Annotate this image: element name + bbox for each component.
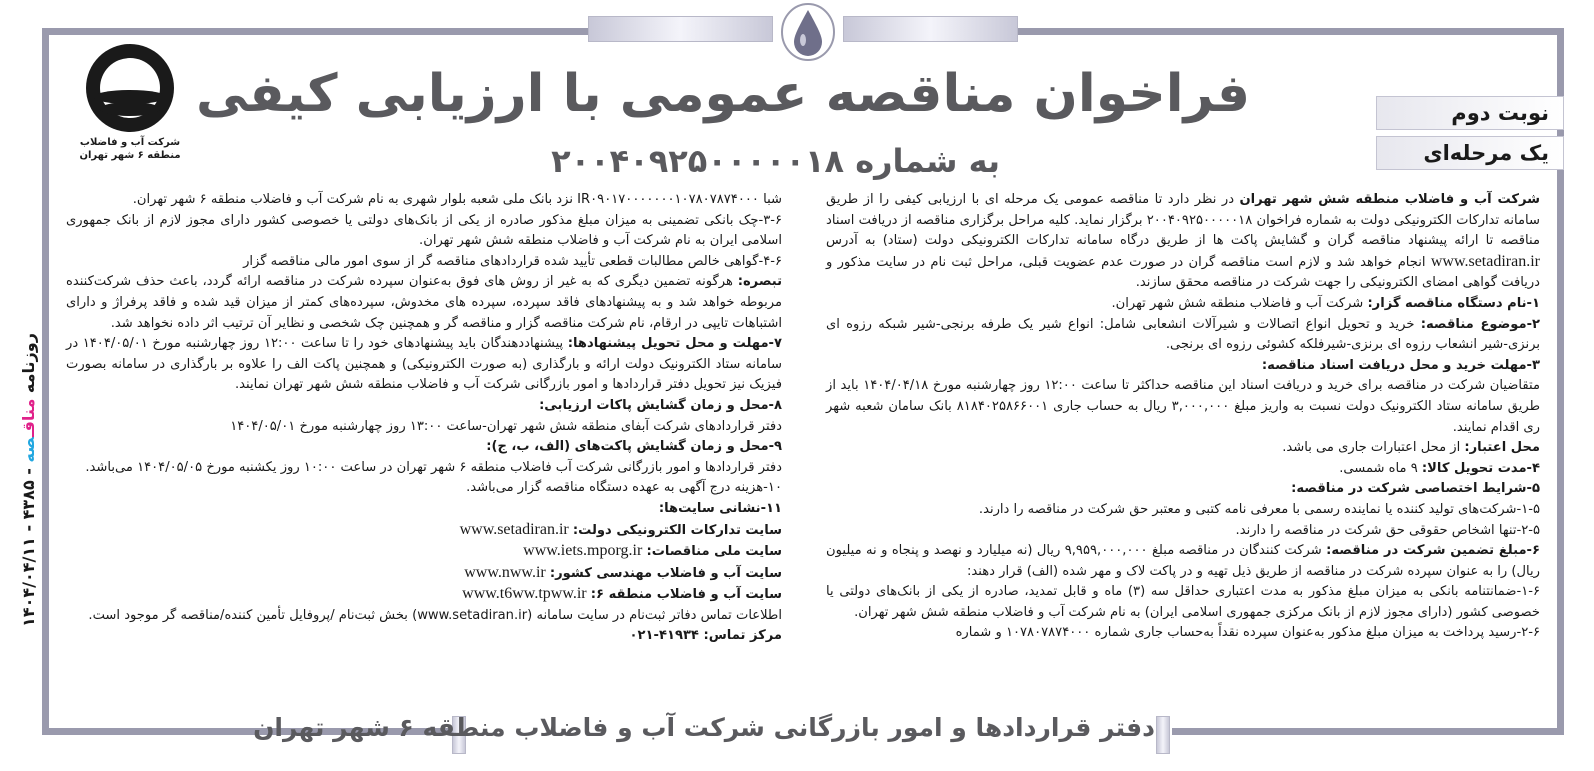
top-decorative-bar-left [588,16,773,42]
round-badge: نوبت دوم [1376,96,1564,130]
section-4-text: ۹ ماه شمسی. [1339,460,1422,476]
site-row-1 [66,520,782,542]
company-name: شرکت آب و فاضلاب منطقه شش شهر تهران [1239,192,1540,207]
intro-text-2: انجام خواهد شد و لازم است مناقصه گران در صورت عدم عضویت قبلی، مراحل ثبت نام در سایت مذکور و دریافت گواهی امضای الکترونیکی را جهت شرکت در مناقصه محقق سازند. [826,254,1540,291]
section-6-4: ۴-۶-گواهی خالص مطالبات قطعی تأیید شده قراردادهای مناقصه گر از سوی امور مالی مناقصه گزار [243,253,782,269]
newspaper-credit [14,320,44,640]
setadiran-link[interactable]: www.setadiran.ir [1430,252,1540,270]
site-4-link[interactable]: www.t6ww.tpww.ir [462,585,587,603]
credit-text: از محل اعتبارات جاری می باشد. [1282,440,1465,456]
site-3-link[interactable]: www.nww.ir [464,563,546,581]
site-row-4 [66,584,782,606]
section-7-text: پیشنهاددهندگان باید پیشنهادهای خود را تا ساعت ۱۲:۰۰ روز چهارشنبه مورخ ۱۴۰۴/۰۵/۰۱ در سامانه ستاد الکترونیک دولت ارائه و بارگذاری (به صورت الکترونیکی) و همچنین پاکت الف را علاوه بر بارگذاری در سامانه بصورت فیزیک نیز تحویل دفتر قراردادها و امور بازرگانی شرکت آب و فاضلاب منطقه شش شهر تهران نمایند. [66,336,782,393]
section-11-label: ۱۱-نشانی سایت‌ها: [658,500,782,516]
section-4-label: ۴-مدت تحویل کالا: [1421,460,1540,476]
site-row-2 [66,541,782,563]
newspaper-brand-b: صه [19,437,38,463]
call-center-number: ۴۱۹۳۴-۰۲۱ [629,628,704,644]
notice-left-column [66,190,782,647]
note-label: تبصره: [737,274,782,290]
section-6-3: ۳-۶-چک بانکی تضمینی به میزان مبلغ مذکور صادره از یکی از بانک‌های دولتی یا خصوصی کشور دارای مجوز لازم از بانک جمهوری اسلامی ایران به نام شرکت آب و فاضلاب منطقه شش شهر تهران. [66,212,782,249]
section-8-text: دفتر قراردادهای شرکت آبفای منطقه شش شهر تهران-ساعت ۱۳:۰۰ روز چهارشنبه مورخ ۱۴۰۴/۰۵/۰۱ [230,418,782,434]
note-text: هرگونه تضمین دیگری که به غیر از روش های فوق به‌عنوان سپرده شرکت در مناقصه ارائه گردد، باعث حذف شرکت‌کننده مربوطه خواهد شد و به پیشنهادهای فاقد سپرده، سپرده های مخدوش، سپرده‌های کمتر از میزان قید شده و فاقد پرفراژ و دارای اشتباهات تایپی در ارقام، نام شرکت مناقصه گزار و مناقصه گر و همچنین چک شخصی و نظایر آن ترتیب اثر داده نخواهد شد. [66,274,782,331]
section-2-text: خرید و تحویل انواع اتصالات و شیرآلات انشعابی شامل: انواع شیر یک طرفه برنجی-شیر شبکه رزوه ای برنزی-شیر انشعاب رزوه ای برنزی-شیرفلکه کشوئی رزوه ای برنجی. [826,316,1540,353]
section-1 [826,294,1540,315]
notice-right-column [826,190,1540,644]
section-2 [826,315,1540,356]
note [66,272,782,334]
section-3-label: ۳-مهلت خرید و محل دریافت اسناد مناقصه: [1261,357,1540,373]
section-9-text: دفتر قراردادها و امور بازرگانی شرکت آب فاضلاب منطقه ۶ شهر تهران در ساعت ۱۰:۰۰ روز یکشنبه مورخ ۱۴۰۴/۰۵/۰۵ می‌باشد. [85,459,782,475]
newspaper-issue-date: - ۴۳۸۵ - ۱۴۰۴/۰۴/۱۱ [19,462,38,627]
section-9-label: ۹-محل و زمان گشایش پاکت‌های (الف، ب، ج): [486,439,782,455]
section-5-1: ۱-۵-شرکت‌های تولید کننده یا نماینده رسمی با معرفی نامه کتبی و معتبر حق شرکت در مناقصه را دارند. [978,501,1540,517]
section-6-text: شرکت کنندگان در مناقصه مبلغ ۹,۹۵۹,۰۰۰,۰۰۰ ریال (نه میلیارد و نهصد و پنجاه و نه میلیون ریال) را به عنوان سپرده شرکت در مناقصه از طریق ذیل تهیه و در پاکت لاک و مهر شده (الف) قرار دهند: [826,543,1540,579]
section-1-text: شرکت آب و فاضلاب منطقه شش شهر تهران. [1111,295,1368,311]
credit-source [826,438,1540,459]
section-8-label: ۸-محل و زمان گشایش پاکات ارزیابی: [539,397,782,413]
logo-company-region: منطقه ۶ شهر تهران [79,150,181,161]
site-4-label: سایت آب و فاضلاب منطقه ۶: [590,587,782,603]
call-center-label: مرکز تماس: [703,628,782,644]
footer-department: دفتر قراردادها و امور بازرگانی شرکت آب و فاضلاب منطقه ۶ شهر تهران [253,713,1155,742]
intro-paragraph [826,190,1540,294]
section-4 [826,459,1540,480]
site-3-label: سایت آب و فاضلاب مهندسی کشور: [549,565,782,581]
section-2-label: ۲-موضوع مناقصه: [1420,316,1540,332]
section-6 [826,541,1540,582]
site-2-link[interactable]: www.iets.mporg.ir [523,542,643,560]
bottom-bar-right [1156,716,1170,754]
stage-badge: یک مرحله‌ای [1376,136,1564,170]
section-7 [66,334,782,396]
section-6-1: ۱-۶-ضمانتنامه بانکی به میزان مبلغ مذکور به مدت اعتباری حداقل سه (۳) ماه و قابل تمدید، صادره از یکی از بانک‌های دولتی یا خصوصی کشور (دارای مجوز لازم از بانک مرکزی جمهوری اسلامی ایران) به نام شرکت آب و فاضلاب منطقه شش شهر تهران. [826,584,1540,620]
section-3-text: متقاضیان شرکت در مناقصه برای خرید و دریافت اسناد این مناقصه حداکثر تا ساعت ۱۲:۰۰ روز چهارشنبه مورخ ۱۴۰۴/۰۴/۱۸ باید از طریق سامانه ستاد الکترونیک دولت نسبت به واریز مبلغ ۳,۰۰۰,۰۰۰ ریال به حساب جاری ۸۱۸۴۰۲۵۸۶۶۰۰۱ بانک سامان شعبه شهر ری اقدام نمایند. [826,378,1540,435]
section-10: ۱۰-هزینه درج آگهی به عهده دستگاه مناقصه گزار می‌باشد. [466,480,782,496]
section-5-label: ۵-شرایط اختصاصی شرکت در مناقصه: [1291,481,1540,497]
newspaper-brand-a: مناقـ [19,398,38,438]
newspaper-prefix: روزنامه [19,333,38,399]
sheba-account: شبا IR۰۹۰۱۷۰۰۰۰۰۰۰۱۰۷۸۰۷۸۷۴۰۰۰ نزد بانک ملی شعبه بلوار شهری به نام شرکت آب و فاضلاب منطقه ۶ شهر تهران. [132,192,782,207]
site-2-label: سایت ملی مناقصات: [646,544,782,560]
top-decorative-bar-right [843,16,1018,42]
intro-text: در نظر دارد تا مناقصه عمومی یک مرحله ای با ارزیابی کیفی را از طریق سامانه تدارکات الکترونیکی دولت به شماره فراخوان ۲۰۰۴۰۹۲۵۰۰۰۰۰۱۸ برگزار نماید. کلیه مراحل برگزاری مناقصه از دریافت اسناد مناقصه تا ارائه پیشنهاد مناقصه گران و گشایش پاکت ها از طریق درگاه سامانه تدارکات الکترونیکی دولت (ستاد) به آدرس [826,192,1540,249]
section-5-2: ۲-۵-تنها اشخاص حقوقی حق شرکت در مناقصه را دارند. [1235,522,1540,538]
site-1-link[interactable]: www.setadiran.ir [459,520,569,538]
credit-label: محل اعتبار: [1464,440,1540,456]
water-drop-icon [773,2,843,62]
section-6-2: ۲-۶-رسید پرداخت به میزان مبلغ مذکور به‌عنوان سپرده نقداً به‌حساب جاری شماره ۱۰۷۸۰۷۸۷۴۰۰۰ و شماره [955,625,1540,641]
section-1-label: ۱-نام دستگاه مناقصه گزار: [1367,295,1540,311]
contact-info: اطلاعات تماس دفاتر ثبت‌نام در سایت سامانه (www.setadiran.ir) بخش ثبت‌نام /پروفایل تأمین کننده/مناقصه گر موجود است. [88,607,782,623]
section-6-label: ۶-مبلغ تضمین شرکت در مناقصه: [1326,543,1540,559]
site-row-3 [66,563,782,585]
site-1-label: سایت تدارکات الکترونیکی دولت: [572,522,782,538]
section-7-label: ۷-مهلت و محل تحویل پیشنهادها: [567,336,782,352]
page-title: فراخوان مناقصه عمومی با ارزیابی کیفی [195,64,1250,124]
tender-number: به شماره ۲۰۰۴۰۹۲۵۰۰۰۰۰۱۸ [551,142,1000,180]
logo-emblem [86,44,174,132]
company-logo [70,40,190,162]
logo-company-name: شرکت آب و فاضلاب [79,137,181,148]
call-center [66,626,782,647]
